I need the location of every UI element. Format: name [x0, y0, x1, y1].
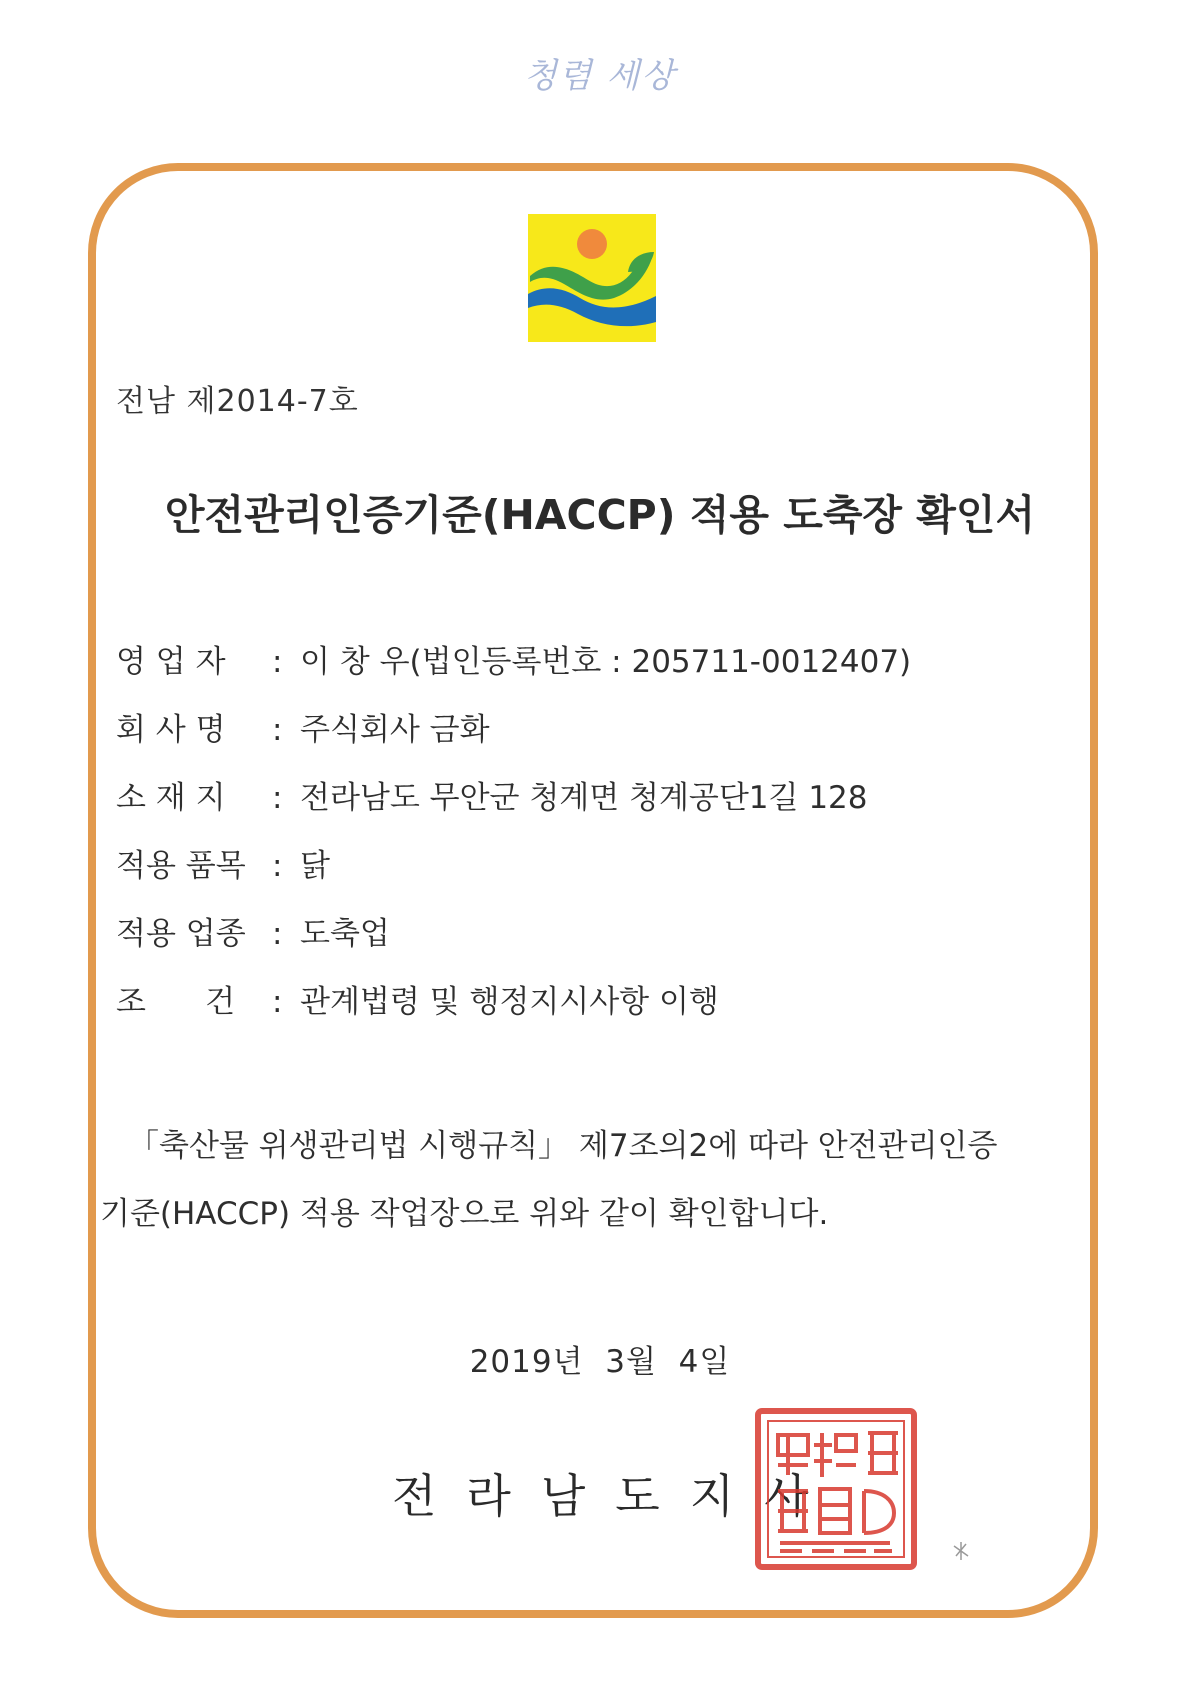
document-number: 전남 제2014-7호 [116, 384, 359, 419]
integrity-watermark: 청렴 세상 [523, 56, 677, 96]
field-colon: : [272, 712, 283, 748]
field-colon: : [272, 984, 283, 1020]
field-value: 전라남도 무안군 청계면 청계공단1길 128 [300, 780, 868, 816]
statement-line-1: 「축산물 위생관리법 시행규칙」 제7조의2에 따라 안전관리인증 [128, 1128, 998, 1164]
field-conditions [116, 976, 911, 1044]
scan-speck-icon [950, 1540, 972, 1562]
field-applied-item [116, 840, 911, 908]
issuer-name: 전라남도지사 [392, 1469, 839, 1523]
jeollanamdo-emblem-icon [528, 214, 656, 342]
document-title: 안전관리인증기준(HACCP) 적용 도축장 확인서 [164, 491, 1036, 539]
field-business-operator [116, 636, 911, 704]
field-colon: : [272, 848, 283, 884]
official-seal-icon [752, 1405, 920, 1573]
certificate-fields [116, 636, 911, 1044]
field-value: 도축업 [300, 916, 390, 952]
field-value: 관계법령 및 행정지시사항 이행 [300, 984, 719, 1020]
field-colon: : [272, 644, 283, 680]
field-label: 조 건 [116, 984, 236, 1020]
issue-date: 2019년 3월 4일 [469, 1344, 731, 1380]
field-label: 영 업 자 [116, 644, 226, 680]
field-colon: : [272, 780, 283, 816]
field-location [116, 772, 911, 840]
field-colon: : [272, 916, 283, 952]
field-value: 주식회사 금화 [300, 712, 490, 748]
field-label: 적용 업종 [116, 916, 246, 952]
confirmation-statement [100, 1112, 1080, 1248]
field-applied-industry [116, 908, 911, 976]
field-label: 소 재 지 [116, 780, 226, 816]
statement-line-2: 기준(HACCP) 적용 작업장으로 위와 같이 확인합니다. [100, 1196, 829, 1232]
field-label: 회 사 명 [116, 712, 226, 748]
field-company-name [116, 704, 911, 772]
field-value: 닭 [300, 848, 330, 884]
field-value: 이 창 우(법인등록번호 : 205711-0012407) [300, 644, 912, 680]
field-label: 적용 품목 [116, 848, 246, 884]
